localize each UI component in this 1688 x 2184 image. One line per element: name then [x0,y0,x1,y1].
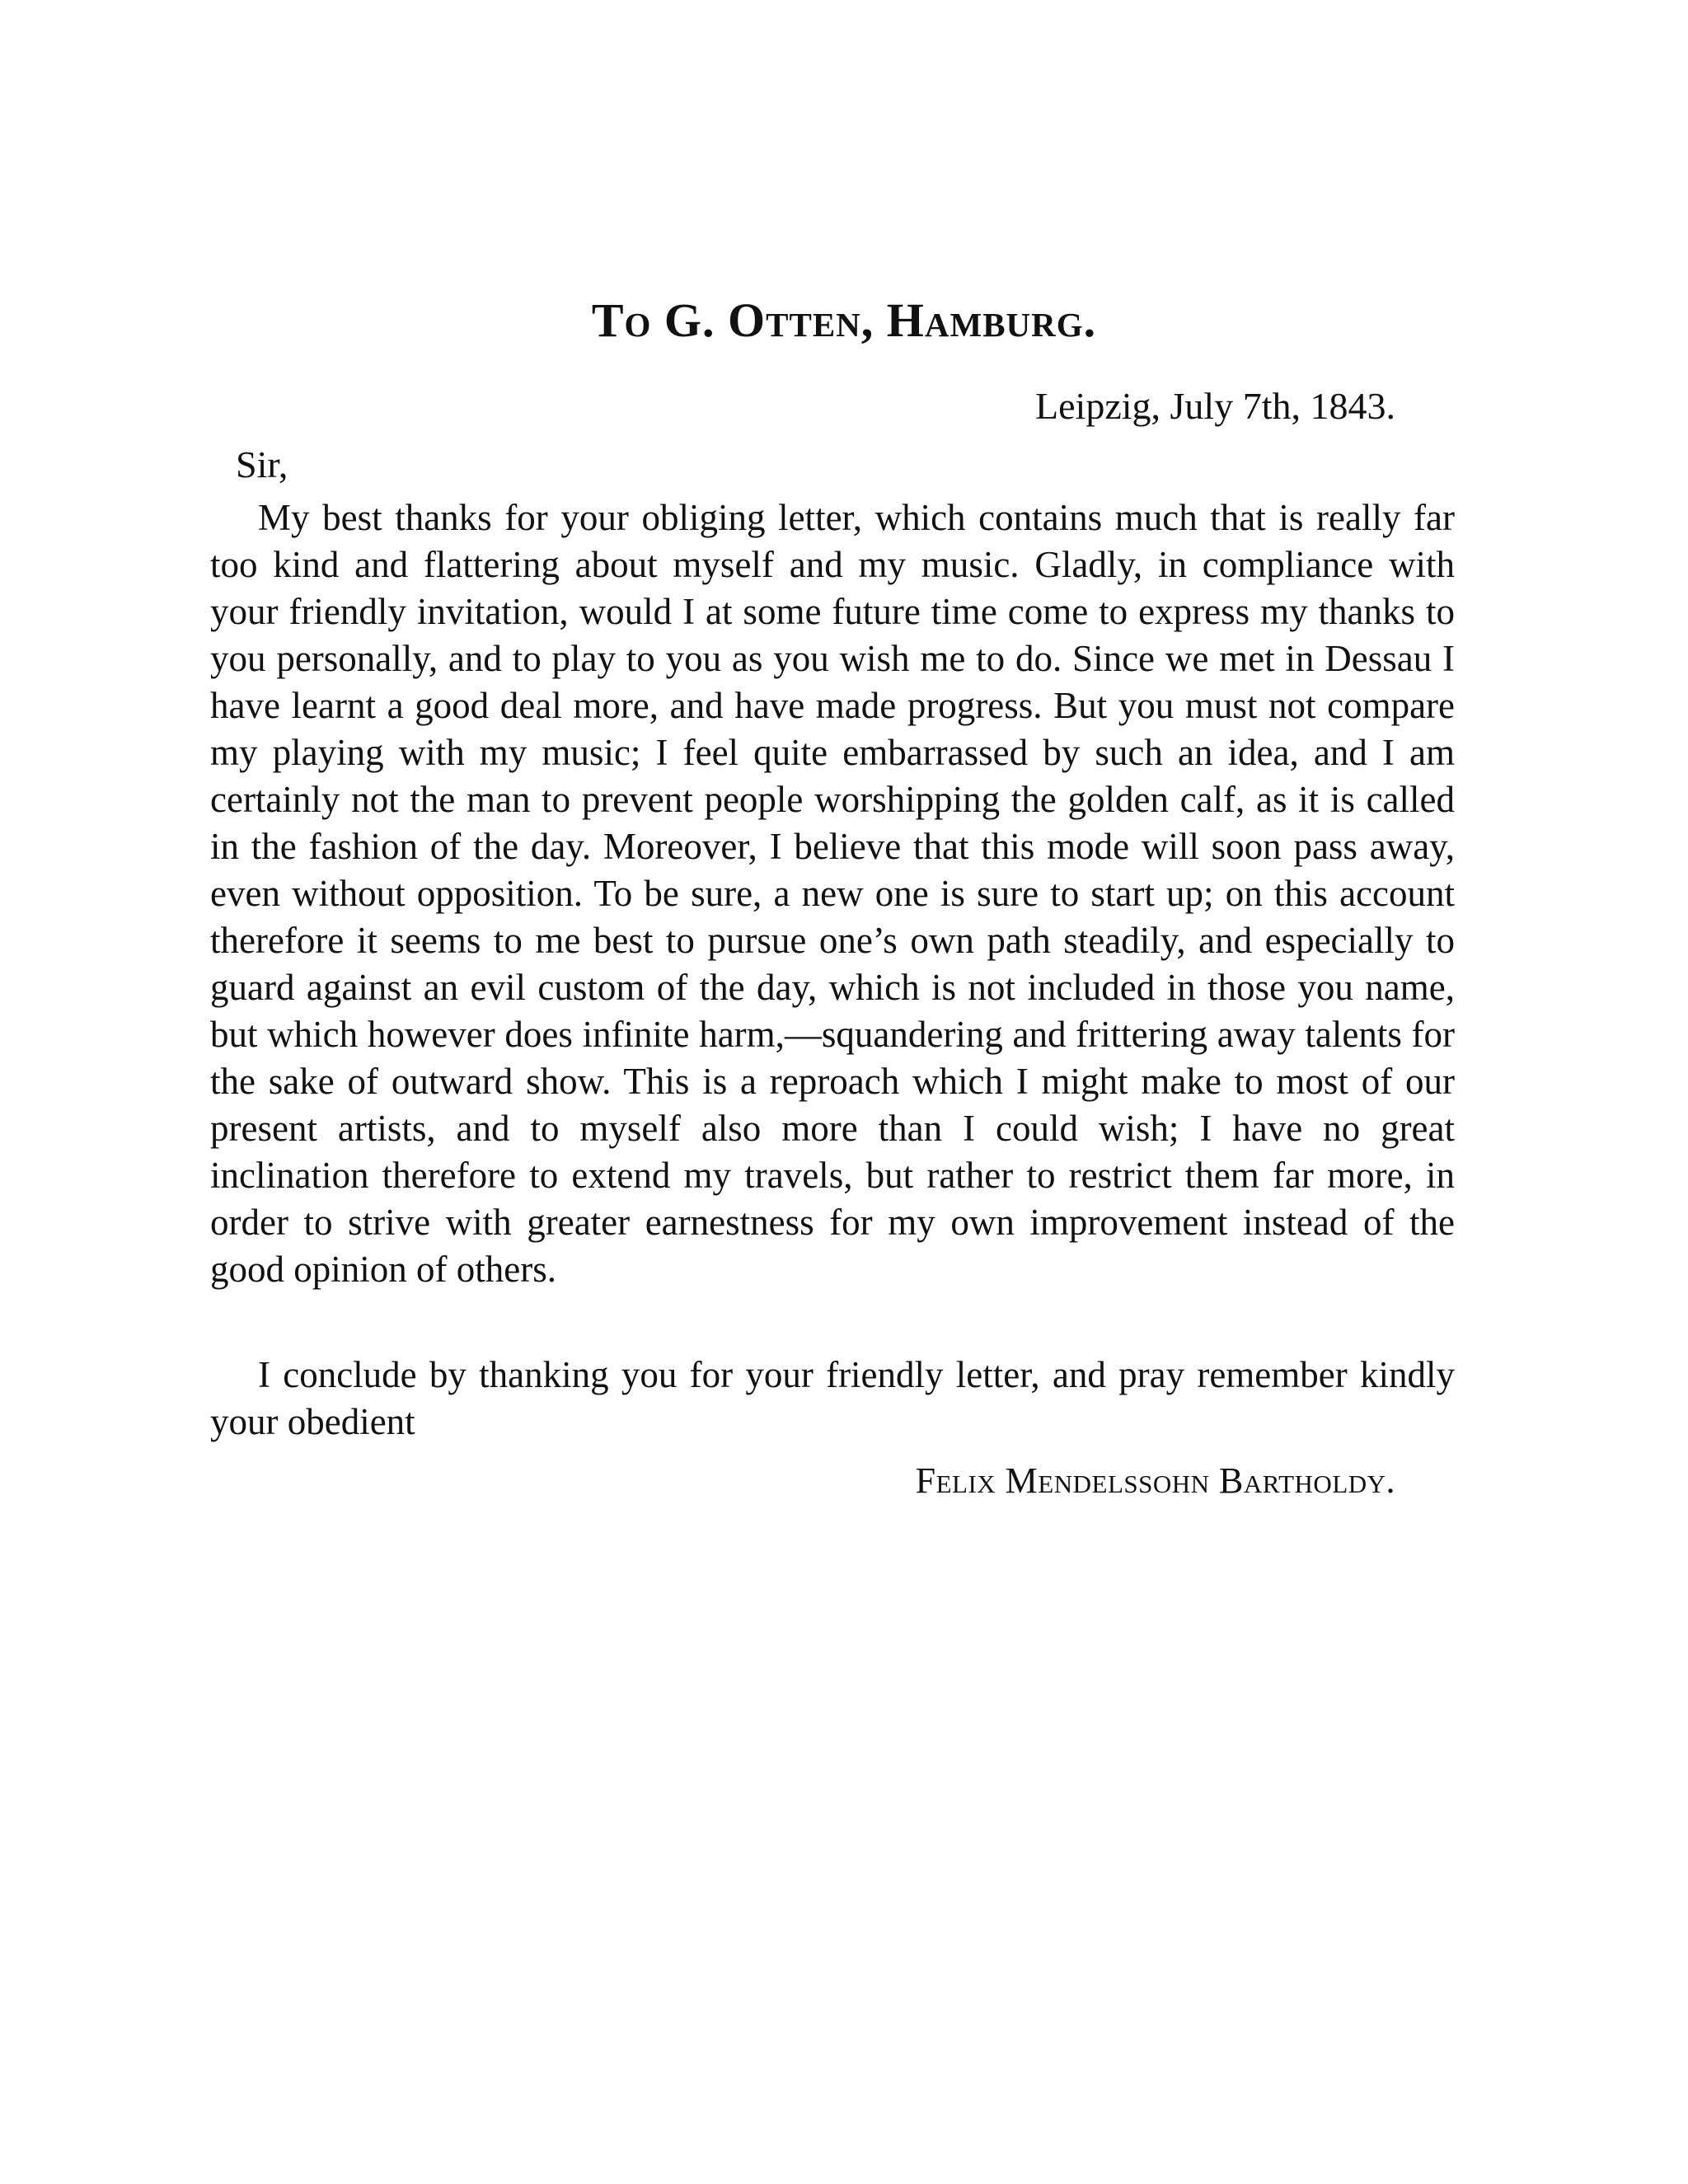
letter-date: Leipzig, July 7th, 1843. [1035,385,1395,427]
letter-title: To G. Otten, Hamburg. [591,293,1097,347]
letter-salutation: Sir, [236,443,288,485]
letter-paragraph: I conclude by thanking you for your friendly letter, and pray remember kindly your obedient [210,1354,1455,1442]
letter-signature: Felix Mendelssohn Bartholdy. [915,1460,1395,1501]
letter-paragraph: My best thanks for your obliging letter, which contains much that is really far too kind and flattering about myself and my music. Gladly, in compliance with your friendly invitation, would I at some future time come to express my thanks to you personally, and to play to you as you wish me to do. Since we met in Dessau I have learnt a good deal more, and have made progress. But you must not compare my playing with my music; I feel quite embarrassed by such an idea, and I am certainly not the man to prevent people worshipping the golden calf, as it is called in the fashion of the day. Moreover, I believe that this mode will soon pass away, even without opposition. To be sure, a new one is sure to start up; on this account therefore it seems to me best to pursue one’s own path steadily, and especially to guard against an evil custom of the day, which is not included in those you name, but which however does infinite harm,—squandering and frittering away talents for the sake of outward show. This is a reproach which I might make to most of our present artists, and to myself also more than I could wish; I have no great inclination therefore to extend my travels, but rather to restrict them far more, in order to strive with greater earnestness for my own improvement instead of the good opinion of others. [210,497,1455,1290]
